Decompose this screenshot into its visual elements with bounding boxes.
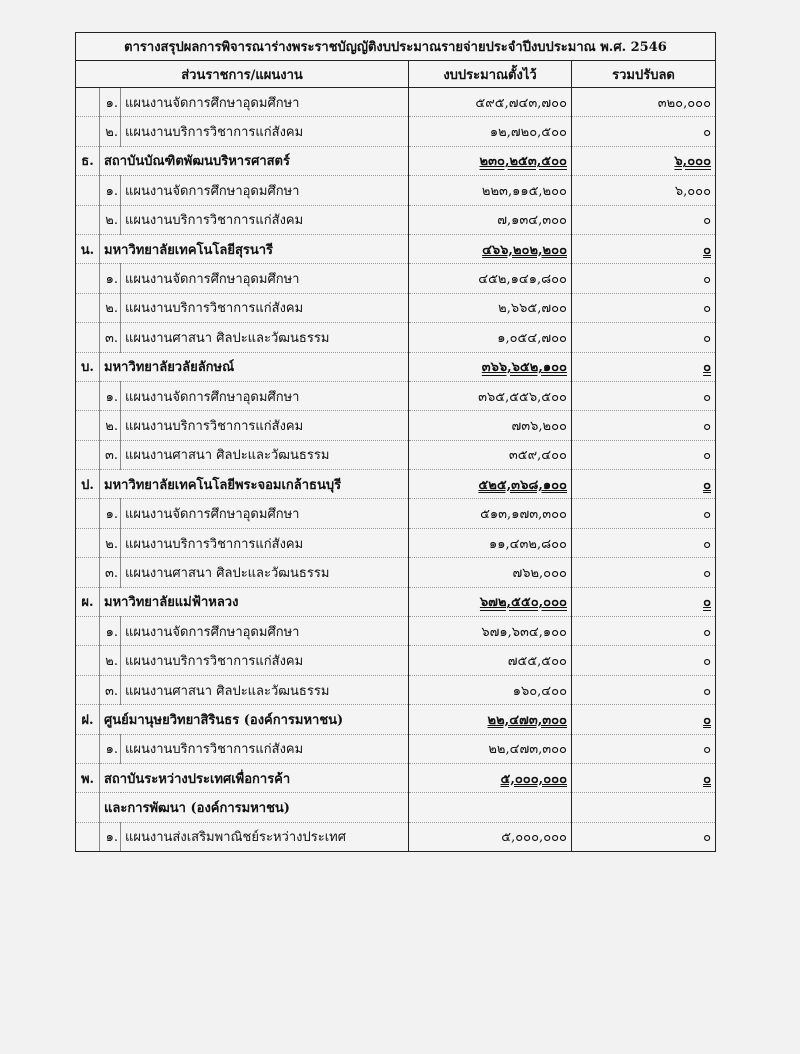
budget-cell xyxy=(409,88,572,117)
budget-amount: ๑๖๐,๔๐๐ xyxy=(512,683,567,699)
reduction-cell xyxy=(572,675,716,704)
agency-letter-blank xyxy=(76,264,100,293)
column-header-budget: งบประมาณตั้งไว้ xyxy=(409,61,572,88)
agency-name: มหาวิทยาลัยแม่ฟ้าหลวง xyxy=(100,587,409,616)
agency-row xyxy=(76,234,716,263)
reduction-amount: ๐ xyxy=(703,683,712,699)
plan-name: แผนงานบริการวิชาการแก่สังคม xyxy=(121,646,409,675)
budget-amount: ๒๒,๔๗๓,๓๐๐ xyxy=(487,712,567,728)
agency-row xyxy=(76,763,716,792)
plan-row xyxy=(76,293,716,322)
plan-name: แผนงานจัดการศึกษาอุดมศึกษา xyxy=(121,617,409,646)
table-title: ตารางสรุปผลการพิจารณาร่างพระราชบัญญัติงบประมาณรายจ่ายประจำปีงบประมาณ พ.ศ. 2546 xyxy=(76,33,716,61)
agency-name: มหาวิทยาลัยวลัยลักษณ์ xyxy=(100,352,409,381)
budget-cell xyxy=(409,411,572,440)
plan-row xyxy=(76,617,716,646)
plan-name: แผนงานศาสนา ศิลปะและวัฒนธรรม xyxy=(121,440,409,469)
budget-amount: ๖๗๑,๖๓๔,๑๐๐ xyxy=(481,624,567,640)
agency-name: มหาวิทยาลัยเทคโนโลยีพระจอมเกล้าธนบุรี xyxy=(100,470,409,499)
agency-name: และการพัฒนา (องค์การมหาชน) xyxy=(100,793,409,822)
reduction-amount: ๐ xyxy=(703,301,712,317)
reduction-amount: ๐ xyxy=(703,389,712,405)
budget-cell xyxy=(409,587,572,616)
plan-name: แผนงานศาสนา ศิลปะและวัฒนธรรม xyxy=(121,558,409,587)
reduction-cell xyxy=(572,793,716,822)
budget-amount: ๑๑,๔๓๒,๘๐๐ xyxy=(489,536,567,552)
agency-letter-blank xyxy=(76,822,100,851)
budget-amount: ๑,๐๕๔,๗๐๐ xyxy=(497,330,567,346)
plan-row xyxy=(76,176,716,205)
plan-number: ๑. xyxy=(100,617,121,646)
plan-name: แผนงานศาสนา ศิลปะและวัฒนธรรม xyxy=(121,323,409,352)
reduction-cell xyxy=(572,528,716,557)
reduction-cell xyxy=(572,293,716,322)
budget-amount: ๒๒,๔๗๓,๓๐๐ xyxy=(488,742,567,758)
budget-summary-table xyxy=(75,32,716,852)
plan-number: ๑. xyxy=(100,264,121,293)
column-header-reduction: รวมปรับลด xyxy=(572,61,716,88)
plan-row xyxy=(76,440,716,469)
agency-letter-blank xyxy=(76,617,100,646)
budget-amount: ๕,๐๐๐,๐๐๐ xyxy=(500,771,567,787)
agency-row xyxy=(76,793,716,822)
budget-cell xyxy=(409,675,572,704)
budget-amount: ๒,๖๖๕,๗๐๐ xyxy=(498,301,567,317)
plan-name: แผนงานศาสนา ศิลปะและวัฒนธรรม xyxy=(121,675,409,704)
budget-amount: ๕๒๕,๓๖๘,๑๐๐ xyxy=(478,477,567,493)
budget-amount: ๑๒,๗๒๐,๕๐๐ xyxy=(489,125,567,141)
agency-name: สถาบันระหว่างประเทศเพื่อการค้า xyxy=(100,763,409,792)
budget-cell xyxy=(409,646,572,675)
plan-name: แผนงานบริการวิชาการแก่สังคม xyxy=(121,293,409,322)
plan-name: แผนงานบริการวิชาการแก่สังคม xyxy=(121,528,409,557)
plan-name: แผนงานส่งเสริมพาณิชย์ระหว่างประเทศ xyxy=(121,822,409,851)
reduction-cell xyxy=(572,381,716,410)
budget-cell xyxy=(409,146,572,175)
plan-name: แผนงานบริการวิชาการแก่สังคม xyxy=(121,411,409,440)
plan-name: แผนงานจัดการศึกษาอุดมศึกษา xyxy=(121,381,409,410)
plan-row xyxy=(76,528,716,557)
agency-letter-blank xyxy=(76,293,100,322)
budget-cell xyxy=(409,470,572,499)
budget-cell xyxy=(409,117,572,146)
reduction-cell xyxy=(572,705,716,734)
plan-name: แผนงานบริการวิชาการแก่สังคม xyxy=(121,205,409,234)
agency-letter-blank xyxy=(76,323,100,352)
reduction-amount: ๐ xyxy=(703,418,712,434)
reduction-cell xyxy=(572,411,716,440)
plan-number: ๒. xyxy=(100,411,121,440)
agency-row xyxy=(76,470,716,499)
reduction-amount: ๐ xyxy=(703,565,712,581)
plan-row xyxy=(76,117,716,146)
plan-name: แผนงานจัดการศึกษาอุดมศึกษา xyxy=(121,499,409,528)
plan-name: แผนงานบริการวิชาการแก่สังคม xyxy=(121,117,409,146)
reduction-cell xyxy=(572,88,716,117)
budget-cell xyxy=(409,793,572,822)
plan-number: ๒. xyxy=(100,646,121,675)
agency-row xyxy=(76,352,716,381)
reduction-amount: ๓๒๐,๐๐๐ xyxy=(657,95,712,111)
reduction-cell xyxy=(572,822,716,851)
reduction-amount: ๐ xyxy=(703,448,712,464)
agency-name: มหาวิทยาลัยเทคโนโลยีสุรนารี xyxy=(100,234,409,263)
agency-letter-blank xyxy=(76,558,100,587)
plan-number: ๓. xyxy=(100,675,121,704)
budget-amount: ๗๓๖,๒๐๐ xyxy=(511,418,567,434)
budget-amount: ๒๒๓,๑๑๕,๒๐๐ xyxy=(481,183,567,199)
plan-number: ๒. xyxy=(100,117,121,146)
reduction-amount: ๐ xyxy=(703,125,712,141)
reduction-cell xyxy=(572,117,716,146)
budget-cell xyxy=(409,234,572,263)
plan-row xyxy=(76,646,716,675)
agency-letter-blank xyxy=(76,117,100,146)
reduction-amount: ๐ xyxy=(703,507,712,523)
budget-cell xyxy=(409,264,572,293)
plan-number: ๒. xyxy=(100,528,121,557)
agency-row xyxy=(76,146,716,175)
reduction-cell xyxy=(572,146,716,175)
reduction-cell xyxy=(572,470,716,499)
budget-amount: ๗,๑๓๔,๓๐๐ xyxy=(497,213,567,229)
budget-cell xyxy=(409,323,572,352)
reduction-amount: ๐ xyxy=(703,536,712,552)
agency-letter: ป. xyxy=(76,470,100,499)
plan-name: แผนงานจัดการศึกษาอุดมศึกษา xyxy=(121,264,409,293)
budget-cell xyxy=(409,293,572,322)
reduction-cell xyxy=(572,264,716,293)
reduction-cell xyxy=(572,352,716,381)
plan-row xyxy=(76,323,716,352)
budget-cell xyxy=(409,822,572,851)
reduction-amount: ๖,๐๐๐ xyxy=(674,183,712,199)
budget-cell xyxy=(409,705,572,734)
agency-name: สถาบันบัณฑิตพัฒนบริหารศาสตร์ xyxy=(100,146,409,175)
plan-number: ๒. xyxy=(100,205,121,234)
plan-number: ๓. xyxy=(100,440,121,469)
budget-amount: ๗๕๕,๕๐๐ xyxy=(507,654,567,670)
reduction-amount: ๐ xyxy=(703,360,712,376)
reduction-cell xyxy=(572,234,716,263)
reduction-cell xyxy=(572,323,716,352)
agency-letter-blank xyxy=(76,205,100,234)
plan-number: ๑. xyxy=(100,499,121,528)
plan-row xyxy=(76,675,716,704)
plan-name: แผนงานจัดการศึกษาอุดมศึกษา xyxy=(121,176,409,205)
reduction-amount: ๐ xyxy=(703,742,712,758)
plan-row xyxy=(76,381,716,410)
plan-name: แผนงานจัดการศึกษาอุดมศึกษา xyxy=(121,88,409,117)
reduction-cell xyxy=(572,646,716,675)
budget-amount: ๓๕๙,๔๐๐ xyxy=(508,448,567,464)
budget-cell xyxy=(409,352,572,381)
budget-cell xyxy=(409,734,572,763)
agency-letter-blank xyxy=(76,440,100,469)
column-header-agency: ส่วนราชการ/แผนงาน xyxy=(76,61,409,88)
budget-cell xyxy=(409,381,572,410)
reduction-amount: ๐ xyxy=(703,830,712,846)
plan-number: ๑. xyxy=(100,88,121,117)
plan-row xyxy=(76,264,716,293)
reduction-cell xyxy=(572,176,716,205)
budget-amount: ๕๑๓,๑๗๓,๓๐๐ xyxy=(480,507,567,523)
agency-letter: น. xyxy=(76,234,100,263)
reduction-cell xyxy=(572,558,716,587)
reduction-amount: ๐ xyxy=(703,654,712,670)
budget-cell xyxy=(409,440,572,469)
agency-name: ศูนย์มานุษยวิทยาสิรินธร (องค์การมหาชน) xyxy=(100,705,409,734)
reduction-amount: ๐ xyxy=(703,712,712,728)
agency-letter-blank xyxy=(76,176,100,205)
plan-row xyxy=(76,499,716,528)
reduction-cell xyxy=(572,734,716,763)
budget-amount: ๕,๐๐๐,๐๐๐ xyxy=(501,830,567,846)
budget-cell xyxy=(409,499,572,528)
plan-row xyxy=(76,822,716,851)
reduction-amount: ๐ xyxy=(703,624,712,640)
reduction-amount: ๐ xyxy=(703,595,712,611)
plan-number: ๑. xyxy=(100,822,121,851)
reduction-amount: ๖,๐๐๐ xyxy=(674,154,712,170)
agency-letter: บ. xyxy=(76,352,100,381)
agency-letter: ผ. xyxy=(76,587,100,616)
budget-amount: ๓๖๕,๕๕๖,๕๐๐ xyxy=(478,389,567,405)
budget-amount: ๒๓๐,๒๕๓,๕๐๐ xyxy=(479,154,567,170)
budget-cell xyxy=(409,763,572,792)
budget-amount: ๕๙๕,๗๔๓,๗๐๐ xyxy=(475,95,567,111)
agency-letter: พ. xyxy=(76,763,100,792)
agency-letter: ฝ. xyxy=(76,705,100,734)
budget-amount: ๗๖๒,๐๐๐ xyxy=(512,565,567,581)
reduction-cell xyxy=(572,499,716,528)
reduction-amount: ๐ xyxy=(703,330,712,346)
budget-cell xyxy=(409,176,572,205)
reduction-cell xyxy=(572,587,716,616)
agency-letter-blank xyxy=(76,528,100,557)
budget-cell xyxy=(409,205,572,234)
plan-number: ๑. xyxy=(100,381,121,410)
agency-letter-blank xyxy=(76,499,100,528)
agency-letter-blank xyxy=(76,734,100,763)
budget-amount: ๔๕๒,๑๔๑,๘๐๐ xyxy=(478,272,567,288)
reduction-cell xyxy=(572,763,716,792)
budget-cell xyxy=(409,617,572,646)
reduction-amount: ๐ xyxy=(703,213,712,229)
agency-letter xyxy=(76,793,100,822)
plan-row xyxy=(76,558,716,587)
reduction-cell xyxy=(572,205,716,234)
reduction-cell xyxy=(572,440,716,469)
agency-row xyxy=(76,587,716,616)
plan-row xyxy=(76,411,716,440)
plan-number: ๑. xyxy=(100,734,121,763)
agency-letter: ธ. xyxy=(76,146,100,175)
plan-number: ๓. xyxy=(100,323,121,352)
reduction-amount: ๐ xyxy=(703,272,712,288)
reduction-cell xyxy=(572,617,716,646)
plan-number: ๒. xyxy=(100,293,121,322)
budget-cell xyxy=(409,558,572,587)
budget-amount: ๔๖๖,๒๐๒,๒๐๐ xyxy=(482,242,567,258)
budget-cell xyxy=(409,528,572,557)
table-body xyxy=(76,88,716,852)
plan-name: แผนงานบริการวิชาการแก่สังคม xyxy=(121,734,409,763)
reduction-amount: ๐ xyxy=(703,242,712,258)
plan-number: ๑. xyxy=(100,176,121,205)
agency-letter-blank xyxy=(76,646,100,675)
plan-row xyxy=(76,88,716,117)
reduction-amount: ๐ xyxy=(703,477,712,493)
agency-letter-blank xyxy=(76,88,100,117)
plan-number: ๓. xyxy=(100,558,121,587)
budget-amount: ๓๖๖,๖๕๒,๑๐๐ xyxy=(481,360,567,376)
agency-letter-blank xyxy=(76,381,100,410)
plan-row xyxy=(76,734,716,763)
agency-letter-blank xyxy=(76,411,100,440)
reduction-amount: ๐ xyxy=(703,771,712,787)
agency-letter-blank xyxy=(76,675,100,704)
plan-row xyxy=(76,205,716,234)
budget-amount: ๖๗๒,๕๕๐,๐๐๐ xyxy=(479,595,567,611)
agency-row xyxy=(76,705,716,734)
